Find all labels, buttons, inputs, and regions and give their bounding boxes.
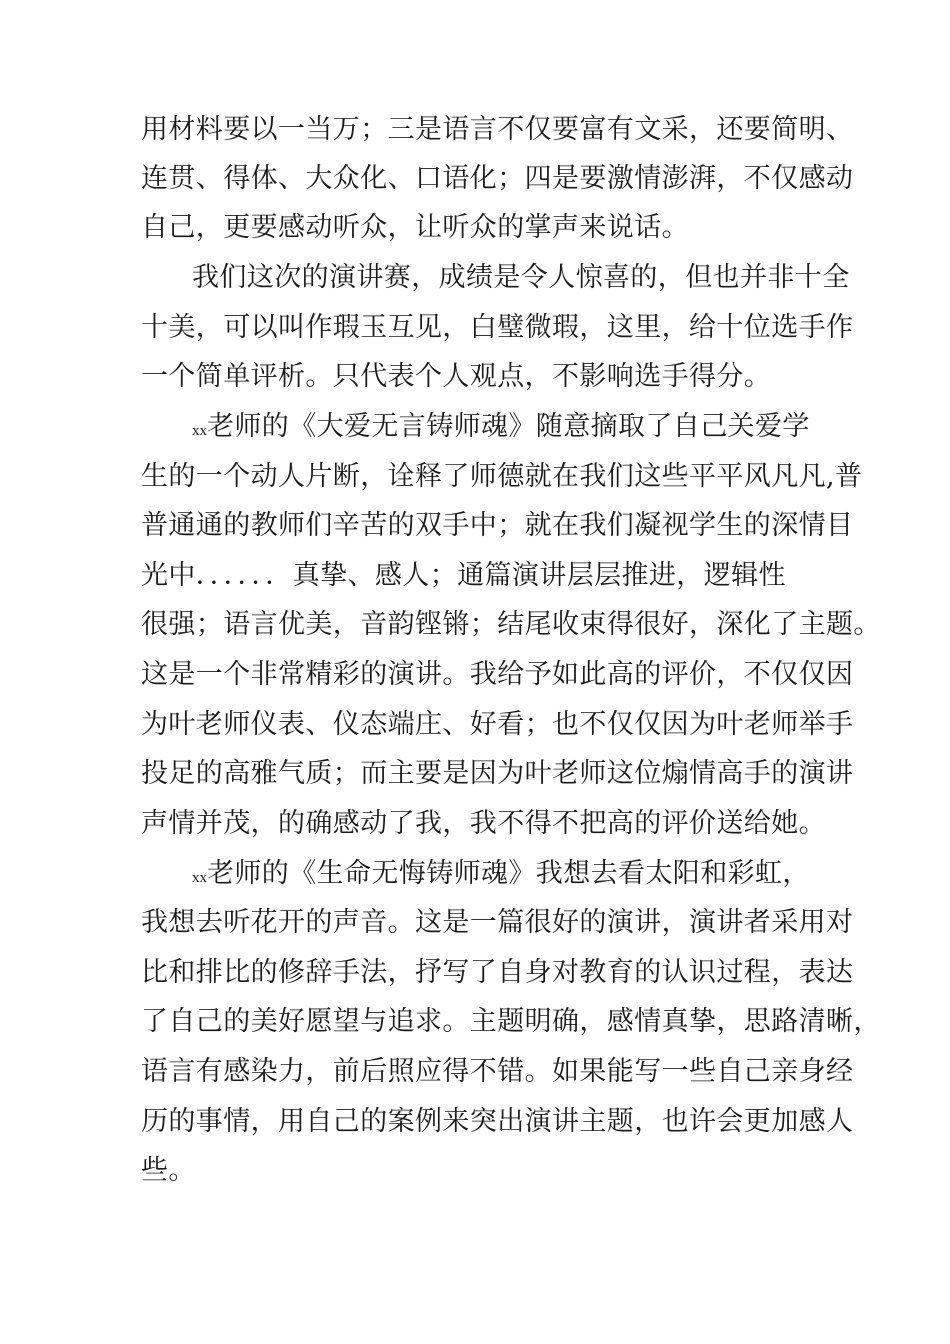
paragraph-line: 语言有感染力，前后照应得不错。如果能写一些自己亲身经 xyxy=(141,1056,854,1087)
paragraph-line: 投足的高雅气质；而主要是因为叶老师这位煽情高手的演讲 xyxy=(141,758,854,789)
paragraph-line: 很强；语言优美，音韵铿锵；结尾收束得很好，深化了主题。 xyxy=(141,609,881,640)
paragraph-line: 自己，更要感动听众，让听众的掌声来说话。 xyxy=(141,212,689,243)
paragraph-line: 这是一个非常精彩的演讲。我给予如此高的评价，不仅仅因 xyxy=(141,659,854,690)
paragraph-line: 用材料要以一当万；三是语言不仅要富有文采，还要简明、 xyxy=(141,114,854,145)
paragraph-text: 老师的《生命无悔铸师魂》我想去看太阳和彩虹， xyxy=(207,858,810,889)
paragraph-line: 十美，可以叫作瑕玉互见，白璧微瑕，这里，给十位选手作 xyxy=(141,312,854,343)
paragraph-line: 声情并茂，的确感动了我，我不得不把高的评价送给她。 xyxy=(141,808,826,839)
paragraph-text: 老师的《大爱无言铸师魂》随意摘取了自己关爱学 xyxy=(207,411,810,442)
teacher-placeholder: xx xyxy=(192,870,207,886)
paragraph-line: 历的事情，用自己的案例来突出演讲主题，也许会更加感人 xyxy=(141,1106,854,1137)
paragraph-line: 我们这次的演讲赛，成绩是令人惊喜的，但也并非十全 xyxy=(192,262,850,293)
teacher-placeholder: xx xyxy=(192,423,207,439)
paragraph-line: 为叶老师仪表、仪态端庄、好看；也不仅仅因为叶老师举手 xyxy=(141,709,854,740)
paragraph-line: 些。 xyxy=(141,1155,196,1186)
paragraph-line: 一个简单评析。只代表个人观点，不影响选手得分。 xyxy=(141,361,772,392)
paragraph-line: 了自己的美好愿望与追求。主题明确，感情真挚，思路清晰， xyxy=(141,1006,881,1037)
paragraph-line xyxy=(192,856,810,896)
paragraph-line: 生的一个动人片断，诠释了师德就在我们这些平平风凡凡,普 xyxy=(141,461,863,492)
paragraph-line: 连贯、得体、大众化、口语化；四是要激情澎湃，不仅感动 xyxy=(141,163,854,194)
paragraph-line: 比和排比的修辞手法，抒写了自身对教育的认识过程，表达 xyxy=(141,957,854,988)
paragraph-line: 我想去听花开的声音。这是一篇很好的演讲，演讲者采用对 xyxy=(141,907,854,938)
paragraph-line: 普通通的教师们辛苦的双手中；就在我们凝视学生的深情目 xyxy=(141,510,854,541)
paragraph-line: 光中．．．．．．真挚、感人；通篇演讲层层推进，逻辑性 xyxy=(141,560,786,591)
paragraph-line xyxy=(192,409,810,449)
